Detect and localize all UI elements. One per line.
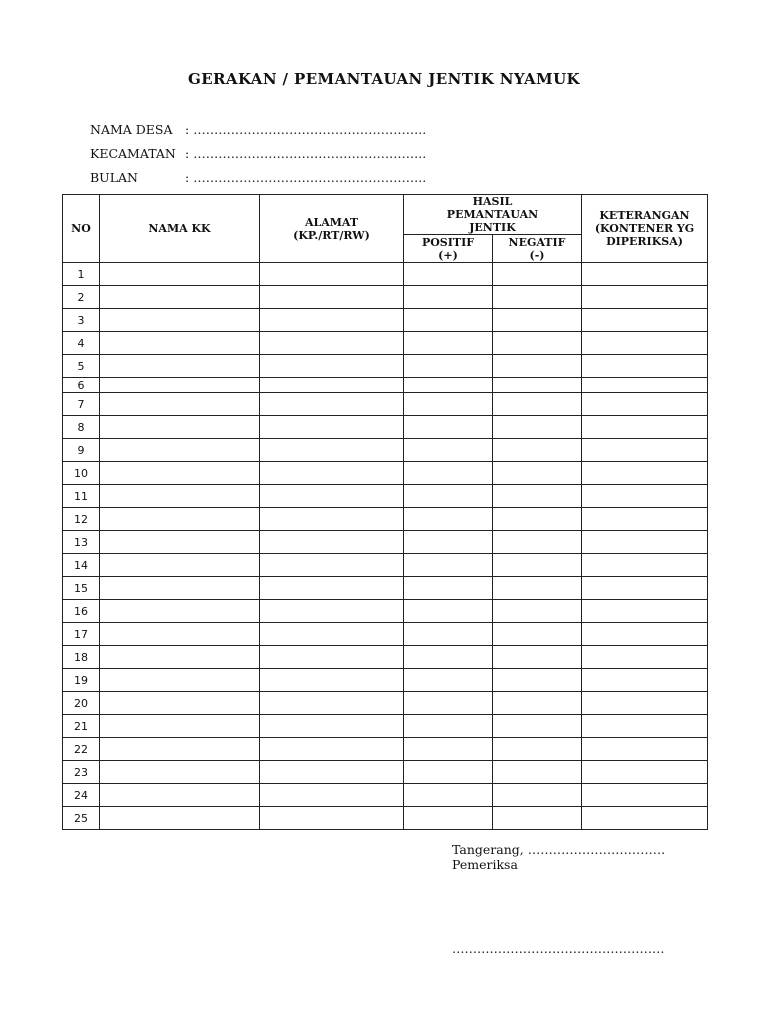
kecamatan-dots: ………………………………………………..: [193, 146, 427, 161]
row-number: 22: [63, 738, 100, 761]
table-row: [63, 439, 708, 462]
positif-cell[interactable]: [404, 263, 493, 286]
keterangan-cell[interactable]: [582, 416, 708, 439]
negatif-cell[interactable]: [493, 577, 582, 600]
alamat-cell[interactable]: [260, 646, 404, 669]
negatif-cell[interactable]: [493, 416, 582, 439]
alamat-cell[interactable]: [260, 355, 404, 378]
keterangan-cell[interactable]: [582, 692, 708, 715]
negatif-cell[interactable]: [493, 692, 582, 715]
bulan-dots: ………………………………………………..: [193, 170, 427, 185]
header-nama-kk: NAMA KK: [100, 195, 260, 263]
positif-cell[interactable]: [404, 669, 493, 692]
header-positif: POSITIF (+): [404, 235, 493, 263]
table-row: [63, 309, 708, 332]
negatif-cell[interactable]: [493, 554, 582, 577]
nama-kk-cell[interactable]: [100, 309, 260, 332]
row-number: 7: [63, 393, 100, 416]
negatif-cell[interactable]: [493, 439, 582, 462]
nama-kk-cell[interactable]: [100, 393, 260, 416]
negatif-cell[interactable]: [493, 508, 582, 531]
keterangan-cell[interactable]: [582, 600, 708, 623]
row-number: 25: [63, 807, 100, 830]
table-row: [63, 715, 708, 738]
positif-cell[interactable]: [404, 462, 493, 485]
keterangan-cell[interactable]: [582, 554, 708, 577]
keterangan-cell[interactable]: [582, 623, 708, 646]
nama-kk-cell[interactable]: [100, 692, 260, 715]
alamat-cell[interactable]: [260, 531, 404, 554]
positif-cell[interactable]: [404, 577, 493, 600]
negatif-cell[interactable]: [493, 600, 582, 623]
negatif-cell[interactable]: [493, 286, 582, 309]
table-row: [63, 738, 708, 761]
positif-cell[interactable]: [404, 715, 493, 738]
positif-cell[interactable]: [404, 692, 493, 715]
negatif-cell[interactable]: [493, 485, 582, 508]
pemeriksa-label: Pemeriksa: [452, 857, 518, 872]
negatif-cell[interactable]: [493, 462, 582, 485]
row-number: 3: [63, 309, 100, 332]
table-row: [63, 378, 708, 393]
alamat-cell[interactable]: [260, 416, 404, 439]
nama-kk-cell[interactable]: [100, 462, 260, 485]
row-number: 24: [63, 784, 100, 807]
row-number: 2: [63, 286, 100, 309]
table-row: [63, 646, 708, 669]
positif-cell[interactable]: [404, 416, 493, 439]
row-number: 6: [63, 378, 100, 393]
alamat-cell[interactable]: [260, 462, 404, 485]
row-number: 11: [63, 485, 100, 508]
negatif-cell[interactable]: [493, 715, 582, 738]
row-number: 5: [63, 355, 100, 378]
positif-cell[interactable]: [404, 761, 493, 784]
alamat-cell[interactable]: [260, 332, 404, 355]
table-row: [63, 416, 708, 439]
negatif-cell[interactable]: [493, 332, 582, 355]
keterangan-cell[interactable]: [582, 439, 708, 462]
alamat-cell[interactable]: [260, 554, 404, 577]
nama-kk-cell[interactable]: [100, 623, 260, 646]
row-number: 23: [63, 761, 100, 784]
nama-kk-cell[interactable]: [100, 332, 260, 355]
negatif-cell[interactable]: [493, 378, 582, 393]
nama-kk-cell[interactable]: [100, 669, 260, 692]
keterangan-cell[interactable]: [582, 355, 708, 378]
alamat-cell[interactable]: [260, 378, 404, 393]
table-row: [63, 355, 708, 378]
negatif-cell[interactable]: [493, 309, 582, 332]
keterangan-cell[interactable]: [582, 378, 708, 393]
positif-cell[interactable]: [404, 646, 493, 669]
kecamatan-label: KECAMATAN: [90, 146, 176, 161]
positif-cell[interactable]: [404, 623, 493, 646]
alamat-cell[interactable]: [260, 577, 404, 600]
row-number: 9: [63, 439, 100, 462]
table-row: [63, 393, 708, 416]
nama-kk-cell[interactable]: [100, 531, 260, 554]
table-row: [63, 623, 708, 646]
nama-desa-label: NAMA DESA: [90, 122, 173, 137]
negatif-cell[interactable]: [493, 807, 582, 830]
negatif-cell[interactable]: [493, 646, 582, 669]
keterangan-cell[interactable]: [582, 508, 708, 531]
table-row: [63, 332, 708, 355]
nama-kk-cell[interactable]: [100, 554, 260, 577]
negatif-cell[interactable]: [493, 623, 582, 646]
alamat-cell[interactable]: [260, 738, 404, 761]
positif-cell[interactable]: [404, 531, 493, 554]
alamat-cell[interactable]: [260, 715, 404, 738]
alamat-cell[interactable]: [260, 807, 404, 830]
keterangan-cell[interactable]: [582, 485, 708, 508]
row-number: 18: [63, 646, 100, 669]
positif-cell[interactable]: [404, 738, 493, 761]
alamat-cell[interactable]: [260, 286, 404, 309]
table-row: [63, 807, 708, 830]
table-row: [63, 462, 708, 485]
keterangan-cell[interactable]: [582, 263, 708, 286]
nama-desa-dots: ………………………………………………..: [193, 122, 427, 137]
alamat-cell[interactable]: [260, 784, 404, 807]
bulan-colon: :: [185, 170, 190, 185]
pemantauan-table: [62, 194, 708, 830]
nama-kk-cell[interactable]: [100, 577, 260, 600]
table-row: [63, 784, 708, 807]
negatif-cell[interactable]: [493, 531, 582, 554]
positif-cell[interactable]: [404, 807, 493, 830]
alamat-cell[interactable]: [260, 263, 404, 286]
positif-cell[interactable]: [404, 286, 493, 309]
alamat-cell[interactable]: [260, 692, 404, 715]
nama-kk-cell[interactable]: [100, 738, 260, 761]
keterangan-cell[interactable]: [582, 646, 708, 669]
nama-kk-cell[interactable]: [100, 600, 260, 623]
alamat-cell[interactable]: [260, 439, 404, 462]
positif-cell[interactable]: [404, 439, 493, 462]
bulan-field: [90, 170, 426, 185]
table-row: [63, 508, 708, 531]
table-row: [63, 692, 708, 715]
nama-kk-cell[interactable]: [100, 485, 260, 508]
table-row: [63, 286, 708, 309]
row-number: 12: [63, 508, 100, 531]
table-row: [63, 485, 708, 508]
alamat-cell[interactable]: [260, 309, 404, 332]
keterangan-cell[interactable]: [582, 669, 708, 692]
nama-kk-cell[interactable]: [100, 508, 260, 531]
keterangan-cell[interactable]: [582, 531, 708, 554]
nama-kk-cell[interactable]: [100, 646, 260, 669]
positif-cell[interactable]: [404, 355, 493, 378]
nama-desa-colon: :: [185, 122, 190, 137]
negatif-cell[interactable]: [493, 355, 582, 378]
place-date-line: Tangerang, ……………………………: [452, 842, 666, 857]
positif-cell[interactable]: [404, 784, 493, 807]
positif-cell[interactable]: [404, 600, 493, 623]
row-number: 21: [63, 715, 100, 738]
positif-cell[interactable]: [404, 378, 493, 393]
negatif-cell[interactable]: [493, 393, 582, 416]
nama-kk-cell[interactable]: [100, 807, 260, 830]
nama-kk-cell[interactable]: [100, 286, 260, 309]
positif-cell[interactable]: [404, 554, 493, 577]
nama-kk-cell[interactable]: [100, 761, 260, 784]
nama-kk-cell[interactable]: [100, 784, 260, 807]
row-number: 1: [63, 263, 100, 286]
table-row: [63, 669, 708, 692]
signature-line: ……………………………………………: [452, 941, 665, 956]
row-number: 13: [63, 531, 100, 554]
keterangan-cell[interactable]: [582, 393, 708, 416]
header-no: NO: [63, 195, 100, 263]
keterangan-cell[interactable]: [582, 286, 708, 309]
table-row: [63, 554, 708, 577]
row-number: 8: [63, 416, 100, 439]
alamat-cell[interactable]: [260, 623, 404, 646]
nama-kk-cell[interactable]: [100, 416, 260, 439]
keterangan-cell[interactable]: [582, 332, 708, 355]
row-number: 14: [63, 554, 100, 577]
table-row: [63, 761, 708, 784]
alamat-cell[interactable]: [260, 508, 404, 531]
positif-cell[interactable]: [404, 508, 493, 531]
keterangan-cell[interactable]: [582, 761, 708, 784]
positif-cell[interactable]: [404, 309, 493, 332]
alamat-cell[interactable]: [260, 600, 404, 623]
alamat-cell[interactable]: [260, 393, 404, 416]
keterangan-cell[interactable]: [582, 738, 708, 761]
alamat-cell[interactable]: [260, 485, 404, 508]
nama-kk-cell[interactable]: [100, 715, 260, 738]
row-number: 19: [63, 669, 100, 692]
header-keterangan: KETERANGAN (KONTENER YG DIPERIKSA): [582, 195, 708, 263]
keterangan-cell[interactable]: [582, 462, 708, 485]
document-title: GERAKAN / PEMANTAUAN JENTIK NYAMUK: [188, 70, 580, 88]
header-negatif: NEGATIF (-): [493, 235, 582, 263]
bulan-label: BULAN: [90, 170, 138, 185]
keterangan-cell[interactable]: [582, 715, 708, 738]
positif-cell[interactable]: [404, 393, 493, 416]
nama-desa-field: [90, 122, 426, 137]
kecamatan-field: [90, 146, 426, 161]
table-row: [63, 577, 708, 600]
table-row: [63, 263, 708, 286]
keterangan-cell[interactable]: [582, 577, 708, 600]
negatif-cell[interactable]: [493, 669, 582, 692]
header-alamat: ALAMAT (KP./RT/RW): [260, 195, 404, 263]
row-number: 17: [63, 623, 100, 646]
row-number: 4: [63, 332, 100, 355]
alamat-cell[interactable]: [260, 761, 404, 784]
negatif-cell[interactable]: [493, 738, 582, 761]
positif-cell[interactable]: [404, 485, 493, 508]
keterangan-cell[interactable]: [582, 784, 708, 807]
row-number: 15: [63, 577, 100, 600]
nama-kk-cell[interactable]: [100, 263, 260, 286]
table-row: [63, 600, 708, 623]
negatif-cell[interactable]: [493, 263, 582, 286]
negatif-cell[interactable]: [493, 761, 582, 784]
nama-kk-cell[interactable]: [100, 439, 260, 462]
nama-kk-cell[interactable]: [100, 378, 260, 393]
keterangan-cell[interactable]: [582, 309, 708, 332]
kecamatan-colon: :: [185, 146, 190, 161]
negatif-cell[interactable]: [493, 784, 582, 807]
row-number: 16: [63, 600, 100, 623]
alamat-cell[interactable]: [260, 669, 404, 692]
header-hasil-pemantauan: HASIL PEMANTAUAN JENTIK: [404, 195, 582, 235]
row-number: 20: [63, 692, 100, 715]
positif-cell[interactable]: [404, 332, 493, 355]
row-number: 10: [63, 462, 100, 485]
table-row: [63, 531, 708, 554]
nama-kk-cell[interactable]: [100, 355, 260, 378]
keterangan-cell[interactable]: [582, 807, 708, 830]
